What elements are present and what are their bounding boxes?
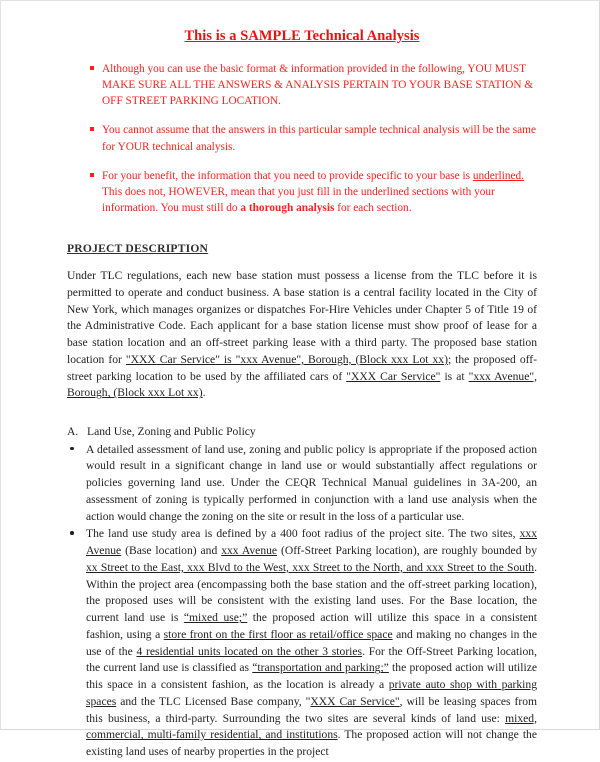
text-run: XXX Car Service": [310, 694, 400, 708]
text-run: . Within the project area (encompassing both the base station and the off-street parking location), the proposed uses will be consistent with the existing land uses. For the Base location, the current land use is: [86, 560, 537, 625]
text-run: . For the Off-Street Parking location, the current land use is classified as: [86, 644, 537, 675]
notice-list: [67, 61, 537, 216]
text-run: (Base location) and: [121, 544, 222, 558]
text-run: xxx Avenue: [86, 527, 537, 558]
text-run: .: [202, 386, 206, 400]
notice-item-text: [102, 63, 533, 107]
notice-item: [67, 61, 537, 109]
text-run: and the TLC Licensed Base company, ": [116, 694, 311, 708]
section-heading-project-description: PROJECT DESCRIPTION: [67, 242, 209, 256]
subsection-heading-land-use: [67, 424, 537, 441]
bullet-item-text: [86, 527, 537, 758]
notice-item-text: [102, 170, 524, 214]
text-run: the proposed action will utilize this space in a consistent fashion, as the location is already a: [86, 661, 538, 692]
text-run: "XXX Car Service": [346, 369, 441, 383]
text-run: "XXX Car Service" is "xxx Avenue", Borough, (Block xxx Lot xx): [125, 352, 448, 366]
text-run: This does not, HOWEVER, mean that you just fill in the underlined sections with your information. You must still do: [102, 185, 495, 214]
text-run: ; the proposed off-street parking location to be used by the affiliated cars of: [67, 352, 537, 383]
text-run: A detailed assessment of land use, zoning and public policy is appropriate if the proposed action would result in a significant change in land use or would substantially affect regulations or policies governing land use. Under the CEQR Technical Manual guidelines in 3A-200, an assessment of zoning is typically performed in conjunction with a land use analysis when the action would change the zoning on the site or result in the loss of a particular use.: [86, 442, 537, 523]
text-run: private auto shop with parking spaces: [86, 678, 537, 708]
subsection-title: Land Use, Zoning and Public Policy: [87, 425, 256, 439]
text-run: for each section.: [334, 201, 412, 214]
text-run: mixed, commercial, multi-family residential, and institutions: [86, 711, 537, 742]
bullet-item: [67, 442, 537, 526]
notice-item: [67, 168, 537, 216]
text-run: . The proposed action will not change the existing land uses of nearby properties in the project: [86, 728, 537, 759]
text-run: The land use study area is defined by a 400 foot radius of the project site. The two sites,: [86, 527, 520, 541]
project-description-paragraph: [67, 268, 537, 402]
text-run: store front on the first floor as retail/office space: [163, 627, 393, 641]
round-bullet-icon: [70, 447, 74, 451]
text-run: 4 residential units located on the other 3 stories: [136, 644, 363, 658]
text-run: Under TLC regulations, each new base station must possess a license from the TLC before it is permitted to operate and conduct business. A base station is a central facility located in the City of New York, which manages organizes or dispatches For-Hire Vehicles under Chapter 5 of Title 19 of the Administrative Code. Each applicant for a base station license must show proof of lease for a base station location and an off-street parking lease with a third party. The proposed base station location for: [67, 269, 537, 366]
text-run: the proposed action will utilize this space in a consistent fashion, using a: [86, 611, 537, 641]
square-bullet-icon: [90, 173, 94, 177]
bullet-item-text: [86, 443, 537, 523]
subsection-bullet-list: [67, 442, 537, 761]
text-run: (Off-Street Parking location), are roughly bounded by: [277, 544, 538, 558]
document-title: This is a SAMPLE Technical Analysis: [184, 28, 420, 44]
text-run: Although you can use the basic format & information provided in the following, YOU MUST MAKE SURE ALL THE ANSWERS & ANALYSIS PERTAIN TO YOUR BASE STATION & OFF STREET PARKING LOCATION.: [102, 63, 534, 108]
square-bullet-icon: [90, 66, 94, 70]
text-run: xx Street to the East, xxx Blvd to the West, xxx Street to the North, and xxx Street to the South: [86, 560, 535, 574]
subsection-letter: A.: [67, 425, 79, 439]
text-run: You cannot assume that the answers in this particular sample technical analysis will be the same for YOUR technical analysis.: [102, 124, 536, 153]
notice-item-text: [102, 124, 536, 152]
page-content: [67, 27, 537, 762]
round-bullet-icon: [70, 531, 74, 535]
text-run: is at: [440, 369, 469, 383]
text-run: a thorough analysis: [240, 201, 335, 214]
square-bullet-icon: [90, 127, 94, 131]
text-run: “mixed use;”: [183, 611, 248, 625]
text-run: "xxx Avenue", Borough, (Block xxx Lot xx): [67, 369, 537, 400]
text-run: xxx Avenue: [221, 544, 278, 558]
text-run: , will be leasing spaces from this business, a third-party. Surrounding the two sites are several kinds of land use:: [86, 694, 538, 725]
bullet-item: [67, 526, 537, 761]
text-run: “transportation and parking;”: [252, 661, 389, 675]
notice-item: [67, 122, 537, 154]
text-run: and making no changes in the use of the: [86, 627, 537, 658]
text-run: For your benefit, the information that you need to provide specific to your base is: [102, 169, 473, 182]
text-run: underlined.: [472, 169, 524, 182]
